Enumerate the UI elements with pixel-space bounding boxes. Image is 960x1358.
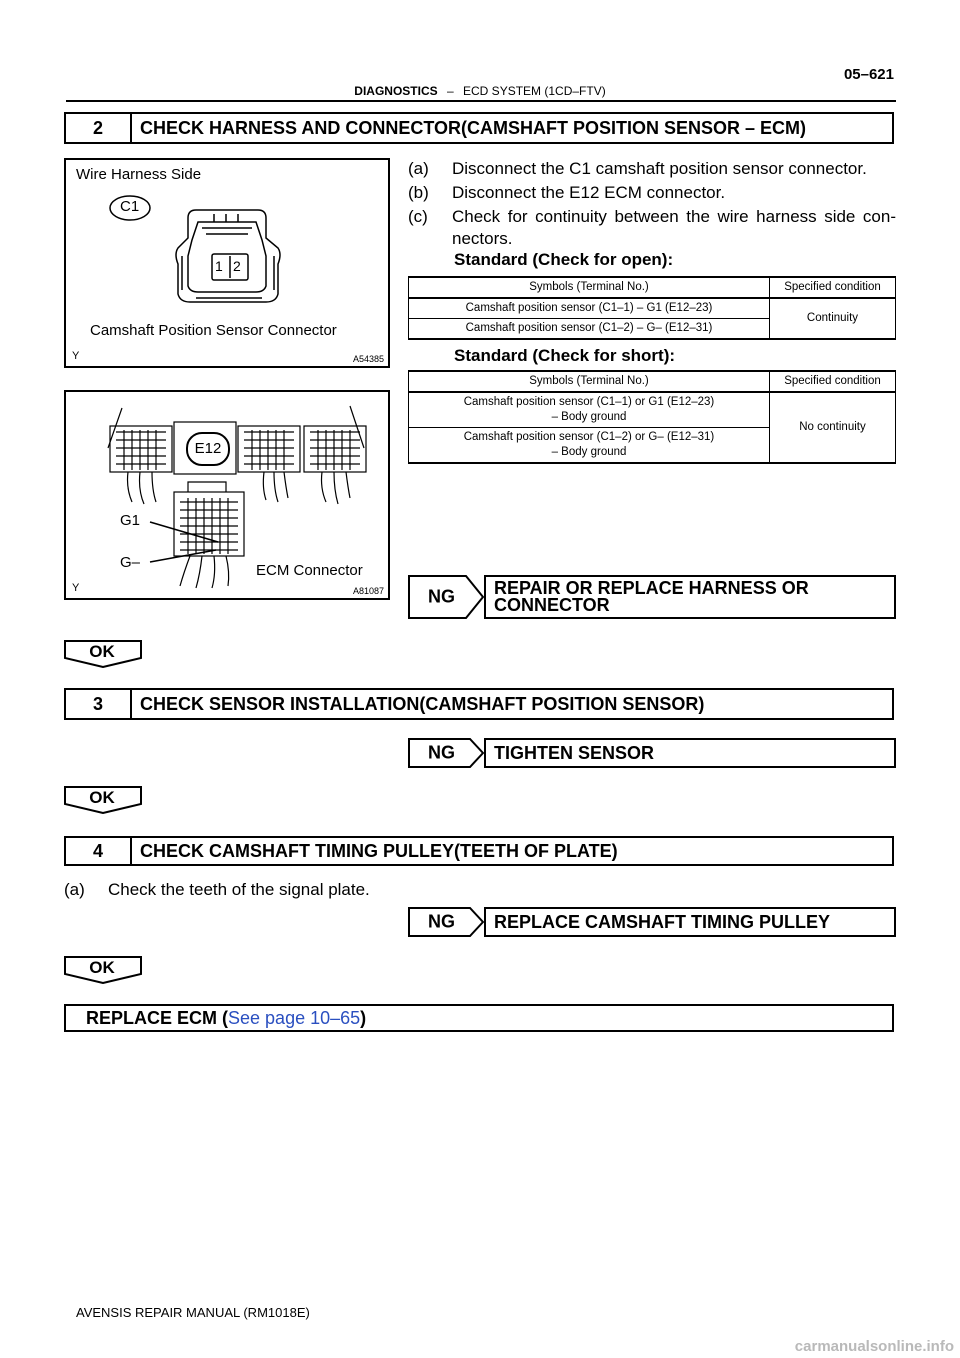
figure1-pin-2: 2	[233, 258, 241, 274]
step-3-number: 3	[66, 690, 132, 718]
table-open-header-condition: Specified condition	[770, 277, 896, 298]
final-action-box	[64, 1004, 894, 1032]
figure1-caption: Camshaft Position Sensor Connector	[90, 322, 337, 339]
step-3-ng-text: TIGHTEN SENSOR	[484, 738, 896, 768]
final-prefix: REPLACE ECM (	[86, 1008, 229, 1028]
watermark: carmanualsonline.info	[794, 1338, 954, 1355]
figure1-pin-1: 1	[215, 258, 223, 274]
figure1-code: A54385	[352, 354, 384, 364]
ok-tag-1: OK	[64, 640, 142, 668]
page-number: 05–621	[843, 66, 894, 83]
table-short-row-2: Camshaft position sensor (C1–2) or G– (E12–31) – Body ground	[409, 428, 770, 464]
instruction-a: (a) Disconnect the C1 camshaft position sensor connector.	[408, 159, 867, 178]
figure2-code: A81087	[352, 586, 384, 596]
instruction-c: (c) Check for continuity between the wire harness side con- nectors.	[408, 207, 896, 248]
step-2-ng-text: REPAIR OR REPLACE HARNESS OR CONNECTOR	[484, 575, 896, 619]
header-separator: –	[446, 84, 454, 98]
step-4-ng-text: REPLACE CAMSHAFT TIMING PULLEY	[484, 907, 896, 937]
table-open-header-symbols: Symbols (Terminal No.)	[409, 277, 770, 298]
step-2-header	[64, 112, 894, 144]
step-4-number: 4	[66, 838, 132, 864]
ok-tag-2: OK	[64, 786, 142, 814]
table-check-short	[408, 370, 896, 464]
footer-manual-id: AVENSIS REPAIR MANUAL (RM1018E)	[76, 1305, 310, 1320]
standard-short-label: Standard (Check for short):	[454, 346, 676, 365]
table-open-row-1: Camshaft position sensor (C1–1) – G1 (E12–23)	[409, 298, 770, 319]
step-3-header	[64, 688, 894, 720]
running-header	[0, 84, 960, 98]
table-check-open	[408, 276, 896, 340]
figure1-title: Wire Harness Side	[76, 166, 202, 183]
step-2-title: CHECK HARNESS AND CONNECTOR(CAMSHAFT POSITION SENSOR – ECM)	[140, 117, 807, 138]
instruction-b: (b) Disconnect the E12 ECM connector.	[408, 183, 726, 202]
table-open-condition: Continuity	[770, 298, 896, 339]
header-subsection: ECD SYSTEM (1CD–FTV)	[463, 84, 606, 98]
figure2-label-gminus: G–	[120, 554, 141, 571]
figure2-mark: Y	[72, 582, 80, 594]
step-2-number: 2	[66, 114, 132, 142]
ng-tag: NG	[408, 738, 484, 768]
step-2-ng-result	[408, 575, 896, 619]
step-3-ng-result	[408, 738, 896, 768]
figure1-connector-id: C1	[120, 198, 140, 215]
table-short-header-symbols: Symbols (Terminal No.)	[409, 371, 770, 392]
table-short-header-condition: Specified condition	[770, 371, 896, 392]
figure2-connector-id: E12	[186, 432, 230, 466]
table-short-condition: No continuity	[770, 392, 896, 463]
figure2-label-g1: G1	[120, 512, 141, 529]
figure2-caption: ECM Connector	[256, 562, 363, 579]
final-suffix: )	[360, 1008, 367, 1028]
step-3-title: CHECK SENSOR INSTALLATION(CAMSHAFT POSITION SENSOR)	[140, 693, 705, 714]
standard-open-label: Standard (Check for open):	[454, 250, 674, 269]
figure-ecm-connector	[64, 390, 390, 600]
step-4-instruction: (a) Check the teeth of the signal plate.	[64, 880, 370, 899]
step-4-header	[64, 836, 894, 866]
header-section: DIAGNOSTICS	[354, 84, 438, 98]
step-4-ng-result	[408, 907, 896, 937]
step-2-instructions	[408, 158, 896, 252]
figure-camshaft-sensor-connector	[64, 158, 390, 368]
header-rule	[66, 100, 896, 102]
table-short-row-1: Camshaft position sensor (C1–1) or G1 (E12–23) – Body ground	[409, 392, 770, 428]
table-open-row-2: Camshaft position sensor (C1–2) – G– (E12–31)	[409, 319, 770, 340]
step-4-title: CHECK CAMSHAFT TIMING PULLEY(TEETH OF PLATE)	[140, 840, 618, 861]
ng-tag: NG	[408, 575, 484, 619]
ng-tag: NG	[408, 907, 484, 937]
ok-tag-3: OK	[64, 956, 142, 984]
figure1-mark: Y	[72, 350, 80, 362]
see-page-link[interactable]: See page 10–65	[228, 1008, 361, 1028]
